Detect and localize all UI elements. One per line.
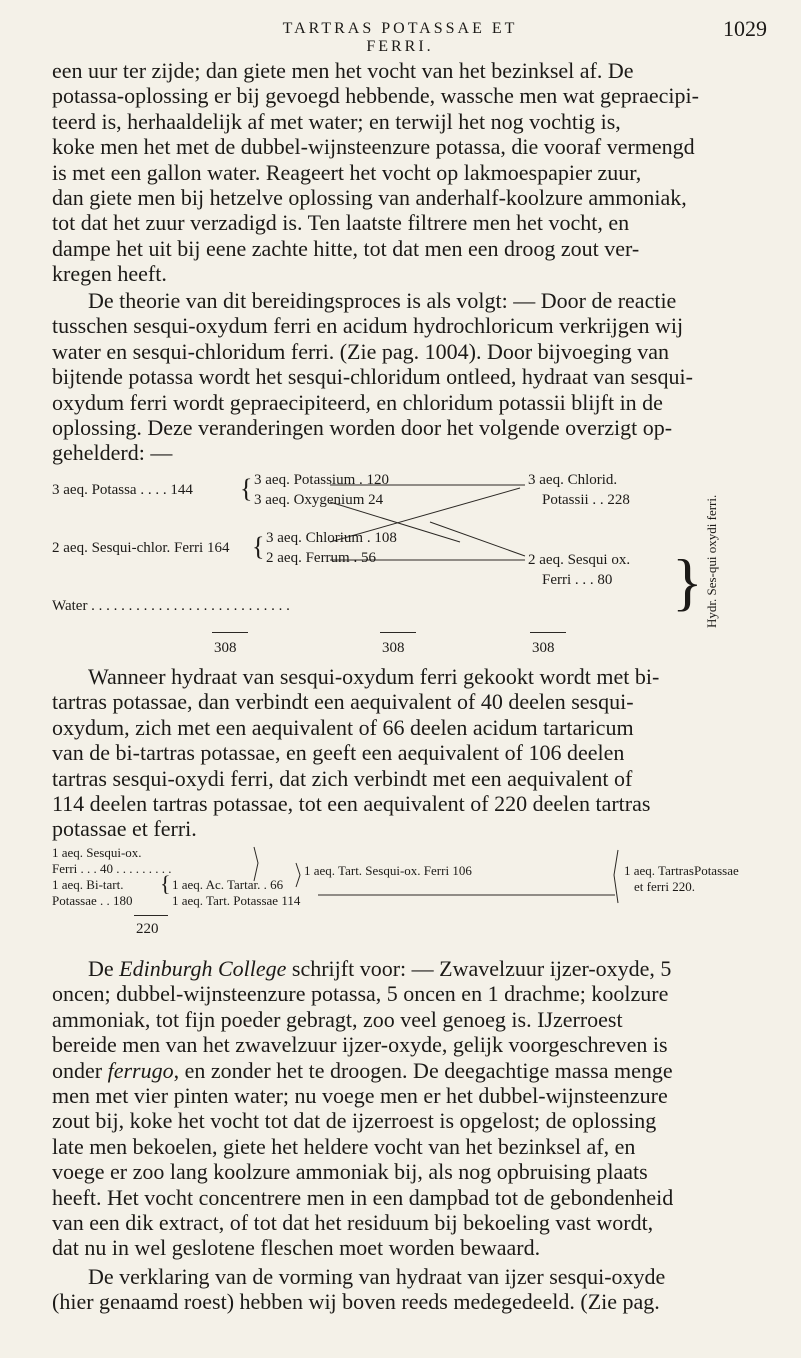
text-line: oplossing. Deze veranderingen worden door het volgende overzigt op- bbox=[52, 415, 673, 441]
text-line: kregen heeft. bbox=[52, 261, 167, 287]
text-line: ammoniak, tot fijn poeder gebragt, zoo veel genoeg is. IJzerroest bbox=[52, 1006, 623, 1032]
text-line: De Edinburgh College schrijft voor: — Zwavelzuur ijzer-oxyde, 5 bbox=[88, 956, 672, 981]
brace: } bbox=[672, 546, 703, 617]
paragraph-3 bbox=[52, 664, 770, 842]
text-line: van een dik extract, of tot dat het residuum bij bekoeling vast wordt, bbox=[52, 1210, 654, 1236]
text-line: een uur ter zijde; dan giete men het vocht van het bezinksel af. De bbox=[52, 58, 634, 83]
text-line: De verklaring van de vorming van hydraat van ijzer sesqui-oxyde bbox=[88, 1264, 666, 1289]
tart-potassae-component: 1 aeq. Tart. Potassae 114 bbox=[172, 893, 301, 908]
reactant-ferri-40: Ferri . . . 40 . . . . . . . . . bbox=[52, 861, 172, 876]
text-line: dampe het uit bij eene zachte hitte, tot dat men een droog zout ver- bbox=[52, 235, 640, 261]
total-right: 308 bbox=[532, 640, 555, 656]
brace: { bbox=[240, 474, 253, 503]
text-line: oncen; dubbel-wijnsteenzure potassa, 5 oncen en 1 drachme; koolzure bbox=[52, 981, 669, 1007]
page-number: 1029 bbox=[723, 16, 767, 41]
text-line: bereide men van het zwavelzuur ijzer-oxyde, gelijk voorgeschreven is bbox=[52, 1032, 668, 1058]
hydrate-label: Hydr. Ses-qui oxydi ferri. bbox=[704, 494, 719, 628]
text-line: van de bi-tartras potassae, en geeft een aequivalent of 106 deelen bbox=[52, 740, 625, 766]
text-line: heeft. Het vocht concentrere men in een dampbad tot de gebondenheid bbox=[52, 1184, 674, 1210]
text-line: (hier genaamd roest) hebben wij boven reeds medegedeeld. (Zie pag. bbox=[52, 1289, 660, 1315]
reactant-potassae-180: Potassae . . 180 bbox=[52, 893, 133, 908]
text-line: oxydum ferri wordt gepraecipiteerd, en chloridum potassii blijft in de bbox=[52, 389, 663, 415]
intermediate-tart-sesqui-ox: 1 aeq. Tart. Sesqui-ox. Ferri 106 bbox=[304, 863, 472, 878]
reactant-water: Water . . . . . . . . . . . . . . . . . . . . . . . . . . . bbox=[52, 598, 290, 614]
text-line: tusschen sesqui-oxydum ferri en acidum hydrochloricum verkrijgen wij bbox=[52, 313, 684, 339]
text-line: dat nu in wel geslotene fleschen moet worden bewaard. bbox=[52, 1235, 541, 1261]
text-line: voege er zoo lang koolzure ammoniak bij, als nog opbruising plaats bbox=[52, 1159, 648, 1185]
text-line: koke men het met de dubbel-wijnsteenzure potassa, die vooraf vermengd bbox=[52, 134, 695, 160]
sum-rule bbox=[380, 632, 416, 633]
text-line: potassa-oplossing er bij gevoegd hebbende, wassche men wat gepraecipi- bbox=[52, 83, 699, 109]
running-head: TARTRAS POTASSAE ET FERRI. bbox=[282, 20, 518, 55]
text-line: is met een gallon water. Reageert het vocht op lakmoespapier zuur, bbox=[52, 159, 642, 185]
potassium-component: 3 aeq. Potassium . 120 bbox=[254, 472, 389, 488]
acid-tartar-component: 1 aeq. Ac. Tartar. . 66 bbox=[172, 877, 284, 892]
product-tartras-potassae: 1 aeq. TartrasPotassae bbox=[624, 863, 739, 878]
scheme-2-total: 220 bbox=[136, 921, 159, 937]
sum-rule bbox=[212, 632, 248, 633]
product-chlorid-label: 3 aeq. Chlorid. bbox=[528, 472, 618, 488]
product-potassii: Potassii . . 228 bbox=[542, 492, 630, 508]
text-line: potassae et ferri. bbox=[52, 816, 197, 842]
paragraph-1 bbox=[52, 58, 770, 287]
text-line: dan giete men bij hetzelve oplossing van anderhalf-koolzure ammoniak, bbox=[52, 185, 687, 211]
text-line: gehelderd: — bbox=[52, 440, 173, 466]
total-middle: 308 bbox=[382, 640, 405, 656]
text-line: Wanneer hydraat van sesqui-oxydum ferri gekookt wordt met bi- bbox=[88, 664, 660, 689]
edinburgh-college-italic: Edinburgh College bbox=[119, 956, 287, 981]
total-left: 308 bbox=[214, 640, 237, 656]
paragraph-5 bbox=[52, 1264, 770, 1315]
ferrugo-italic: ferrugo bbox=[107, 1057, 174, 1083]
brace: { bbox=[160, 871, 171, 896]
text-line: 114 deelen tartras potassae, tot een aequivalent of 220 deelen tartras bbox=[52, 791, 651, 817]
paragraph-2 bbox=[52, 288, 770, 466]
reaction-scheme-2 bbox=[0, 845, 801, 945]
reactant-potassa: 3 aeq. Potassa . . . . 144 bbox=[52, 482, 193, 498]
sum-rule bbox=[530, 632, 566, 633]
product-sesqui-ox-label: 2 aeq. Sesqui ox. bbox=[528, 552, 631, 568]
text-line: bijtende potassa wordt het sesqui-chloridum ontleed, hydraat van sesqui- bbox=[52, 364, 693, 390]
reaction-scheme-1 bbox=[0, 470, 801, 690]
text-line: tartras potassae, dan verbindt een aequivalent of 40 deelen sesqui- bbox=[52, 689, 634, 715]
text-line: water en sesqui-chloridum ferri. (Zie pag. 1004). Door bijvoeging van bbox=[52, 338, 670, 364]
chlorium-component: 3 aeq. Chlorium . 108 bbox=[266, 530, 397, 546]
text-line: onder ferrugo, en zonder het te droogen. De deegachtige massa menge bbox=[52, 1057, 673, 1083]
reactant-sesqui-ox: 1 aeq. Sesqui-ox. bbox=[52, 845, 142, 860]
product-ferri: Ferri . . . 80 bbox=[542, 572, 613, 588]
sum-rule bbox=[134, 915, 168, 916]
paragraph-4 bbox=[52, 956, 770, 1261]
reactant-bi-tart: 1 aeq. Bi-tart. bbox=[52, 877, 124, 892]
ferrum-component: 2 aeq. Ferrum . 56 bbox=[266, 550, 376, 566]
text-line: De theorie van dit bereidingsproces is als volgt: — Door de reactie bbox=[88, 288, 677, 313]
text-line: tot dat het zuur verzadigd is. Ten laatste filtrere men het vocht, en bbox=[52, 210, 630, 236]
page-header bbox=[0, 14, 801, 55]
reactant-sesqui-chlor-ferri: 2 aeq. Sesqui-chlor. Ferri 164 bbox=[52, 540, 230, 556]
brace: { bbox=[252, 532, 265, 561]
text-line: oxydum, zich met een aequivalent of 66 deelen acidum tartaricum bbox=[52, 714, 634, 740]
text-line: men met vier pinten water; nu voege men er het dubbel-wijnsteenzure bbox=[52, 1083, 668, 1109]
text-line: tartras sesqui-oxydi ferri, dat zich verbindt met een aequivalent of bbox=[52, 765, 633, 791]
text-line: teerd is, herhaaldelijk af met water; en terwijl het nog vochtig is, bbox=[52, 108, 621, 134]
text-line: late men bekoelen, giete het heldere vocht van het bezinksel af, en bbox=[52, 1133, 636, 1159]
text-line: zout bij, koke het vocht tot dat de ijzerroest is opgelost; de oplossing bbox=[52, 1108, 657, 1134]
oxygenium-component: 3 aeq. Oxygenium 24 bbox=[254, 492, 384, 508]
product-et-ferri: et ferri 220. bbox=[634, 879, 696, 894]
